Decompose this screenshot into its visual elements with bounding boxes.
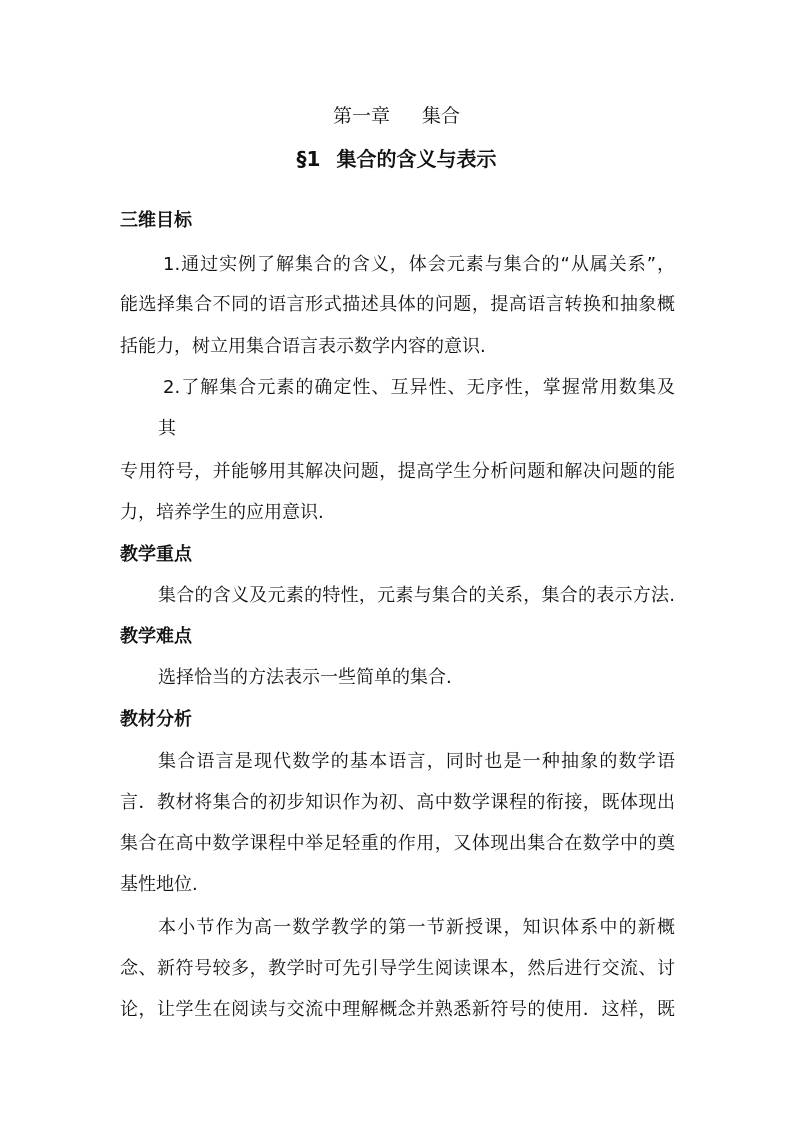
goals-item2-line: 2.了解集合元素的确定性、互异性、无序性，掌握常用数集及 [163, 377, 675, 398]
analysis-para2-line: 本小节作为高一数学教学的第一节新授课，知识体系中的新概 [158, 917, 675, 938]
analysis-para1-line: 集合语言是现代数学的基本语言，同时也是一种抽象的数学语 [158, 751, 675, 772]
analysis-para1-line: 言．教材将集合的初步知识作为初、高中数学课程的衔接，既体现出 [120, 792, 675, 813]
chapter-name: 集合 [422, 105, 461, 127]
goals-item2-line: 力，培养学生的应用意识. [120, 502, 324, 523]
difficulties-text: 选择恰当的方法表示一些简单的集合. [158, 667, 452, 688]
key-points-heading: 教学重点 [120, 544, 192, 565]
section-name: 集合的含义与表示 [336, 147, 497, 171]
goals-heading: 三维目标 [120, 210, 192, 231]
analysis-para2-line: 论，让学生在阅读与交流中理解概念并熟悉新符号的使用．这样，既 [120, 999, 675, 1020]
analysis-para1-line: 集合在高中数学课程中举足轻重的作用，又体现出集合在数学中的奠 [120, 833, 675, 854]
goals-item1-line: 1.通过实例了解集合的含义，体会元素与集合的“从属关系”， [163, 254, 675, 275]
chapter-title [0, 104, 793, 128]
analysis-para2-line: 念、新符号较多，教学时可先引导学生阅读课本，然后进行交流、讨 [120, 958, 675, 979]
analysis-heading: 教材分析 [120, 709, 192, 730]
goals-item2-line: 其 [158, 418, 176, 439]
section-title [0, 147, 793, 171]
goals-item1-line: 能选择集合不同的语言形式描述具体的问题，提高语言转换和抽象概 [120, 294, 675, 315]
key-points-text: 集合的含义及元素的特性，元素与集合的关系，集合的表示方法. [158, 585, 675, 606]
difficulties-heading: 教学难点 [120, 626, 192, 647]
section-number: §1 [296, 147, 321, 171]
chapter-label: 第一章 [332, 105, 390, 127]
analysis-para1-line: 基性地位. [120, 874, 198, 895]
goals-item2-line: 专用符号，并能够用其解决问题，提高学生分析问题和解决问题的能 [120, 461, 675, 482]
goals-item1-line: 括能力，树立用集合语言表示数学内容的意识. [120, 336, 486, 357]
